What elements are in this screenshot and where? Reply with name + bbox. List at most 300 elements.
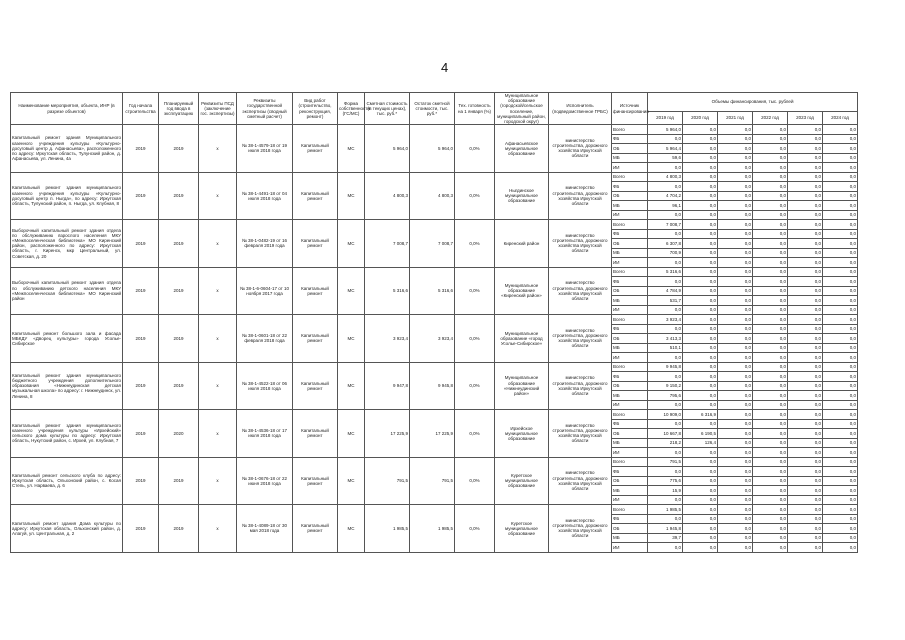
municipality-cell: Ныгдинское муниципальное образование (495, 172, 549, 220)
funding-value: 0,0 (823, 315, 858, 325)
enter-year-cell: 2019 (159, 220, 199, 268)
funding-source-label: МБ (612, 486, 648, 496)
funding-value: 0,0 (788, 191, 823, 201)
funding-value: 0,0 (823, 239, 858, 249)
readiness-cell: 0,0% (455, 410, 495, 458)
funding-value: 0,0 (753, 476, 788, 486)
funding-value: 0,0 (823, 296, 858, 306)
event-cell: Капитальный ремонт большого зала и фасада МБКДУ «Дворец культуры» города Усолье-Сибирское (11, 315, 123, 363)
funding-value: 0,0 (753, 286, 788, 296)
work-type-cell: Капитальный ремонт (293, 172, 338, 220)
funding-value: 0,0 (788, 182, 823, 192)
funding-value: 0,0 (683, 543, 718, 553)
funding-value: 10 909,0 (648, 410, 683, 420)
funding-value: 0,0 (683, 201, 718, 211)
funding-value: 0,0 (683, 286, 718, 296)
funding-value: 0,0 (753, 381, 788, 391)
executor-cell: министерство строительства, дорожного хозяйства Иркутской области (549, 172, 612, 220)
funding-value: 0,0 (648, 182, 683, 192)
funding-value: 0,0 (788, 210, 823, 220)
funding-value: 0,0 (648, 277, 683, 287)
start-year-cell: 2019 (123, 410, 159, 458)
funding-value: 0,0 (823, 267, 858, 277)
readiness-cell: 0,0% (455, 267, 495, 315)
funding-value: 0,0 (648, 353, 683, 363)
funding-source-label: ОБ (612, 524, 648, 534)
ownership-cell: МС (338, 315, 365, 363)
funding-value: 700,9 (648, 248, 683, 258)
funding-value: 0,0 (753, 163, 788, 173)
funding-value: 0,0 (683, 153, 718, 163)
funding-value: 6 307,8 (648, 239, 683, 249)
table-row (11, 315, 858, 325)
funding-source-label: ИИ (612, 210, 648, 220)
funding-value: 0,0 (683, 305, 718, 315)
start-year-cell: 2019 (123, 315, 159, 363)
funding-value: 0,0 (788, 267, 823, 277)
funding-value: 0,0 (823, 220, 858, 230)
municipality-cell: Куретское муниципальное образование (495, 457, 549, 505)
funding-value: 0,0 (683, 362, 718, 372)
funding-value: 0,0 (683, 229, 718, 239)
start-year-cell: 2019 (123, 267, 159, 315)
enter-year-cell: 2019 (159, 125, 199, 173)
funding-value: 0,0 (683, 210, 718, 220)
expertise-cell: № 38-1-4536-18 от 17 июля 2018 года (237, 410, 293, 458)
funding-value: 0,0 (788, 419, 823, 429)
estimated-cost-cell: 17 225,9 (365, 410, 410, 458)
header-year: 2022 год (753, 111, 788, 124)
funding-value: 0,0 (788, 201, 823, 211)
psd-cell: х (199, 410, 237, 458)
header-year: 2019 год (648, 111, 683, 124)
funding-value: 0,0 (753, 448, 788, 458)
funding-value: 0,0 (753, 514, 788, 524)
funding-value: 0,0 (823, 343, 858, 353)
funding-source-label: ОБ (612, 144, 648, 154)
funding-value: 0,0 (823, 324, 858, 334)
funding-value: 0,0 (718, 486, 753, 496)
funding-value: 0,0 (683, 296, 718, 306)
funding-source-label: ИИ (612, 448, 648, 458)
funding-value: 0,0 (683, 144, 718, 154)
funding-value: 0,0 (788, 372, 823, 382)
funding-source-label: МБ (612, 533, 648, 543)
estimated-cost-cell: 5 316,6 (365, 267, 410, 315)
funding-value: 0,0 (753, 267, 788, 277)
funding-value: 3 413,3 (648, 334, 683, 344)
funding-value: 0,0 (753, 438, 788, 448)
funding-value: 0,0 (753, 457, 788, 467)
funding-value: 0,0 (683, 514, 718, 524)
ownership-cell: МС (338, 505, 365, 553)
expertise-cell: № 38-1-4522-18 от 06 июля 2018 года (237, 362, 293, 410)
funding-source-label: ИИ (612, 258, 648, 268)
funding-value: 0,0 (823, 163, 858, 173)
start-year-cell: 2019 (123, 505, 159, 553)
header-year: 2023 год (788, 111, 823, 124)
funding-value: 510,1 (648, 343, 683, 353)
funding-value: 0,0 (718, 533, 753, 543)
funding-source-label: Всего (612, 315, 648, 325)
funding-value: 0,0 (753, 372, 788, 382)
funding-value: 0,0 (718, 172, 753, 182)
funding-source-label: ФБ (612, 514, 648, 524)
funding-source-label: ИИ (612, 495, 648, 505)
ownership-cell: МС (338, 362, 365, 410)
funding-value: 0,0 (683, 134, 718, 144)
work-type-cell: Капитальный ремонт (293, 410, 338, 458)
funding-value: 0,0 (648, 543, 683, 553)
event-cell: Капитальный ремонт здания муниципального казенного учреждения культуры «Культурно-досуговый центр п. Ныгда», по адресу: Иркутская область, Тулунский район, п. Ныгда, ул. Клубная, 8 (11, 172, 123, 220)
funding-value: 5 316,6 (648, 267, 683, 277)
funding-value: 0,0 (683, 239, 718, 249)
funding-value: 0,0 (753, 353, 788, 363)
funding-source-label: ИИ (612, 400, 648, 410)
readiness-cell: 0,0% (455, 125, 495, 173)
funding-value: 39,7 (648, 533, 683, 543)
expertise-cell: № 38-1-4491-18 от 04 июля 2018 года (237, 172, 293, 220)
expertise-cell: № 38-1-0601-18 от 22 февраля 2018 года (237, 315, 293, 363)
page-number: 4 (441, 60, 449, 75)
funding-value: 0,0 (823, 182, 858, 192)
funding-value: 0,0 (788, 144, 823, 154)
funding-value: 0,0 (788, 229, 823, 239)
funding-value: 6 190,5 (683, 429, 718, 439)
work-type-cell: Капитальный ремонт (293, 267, 338, 315)
table-row (11, 362, 858, 372)
funding-value: 0,0 (753, 543, 788, 553)
funding-source-label: ФБ (612, 467, 648, 477)
readiness-cell: 0,0% (455, 362, 495, 410)
funding-value: 0,0 (683, 248, 718, 258)
expertise-cell: № 38-1-0676-18 от 22 июня 2018 года (237, 457, 293, 505)
expertise-cell: № 38-1-4579-18 от 19 июля 2018 года (237, 125, 293, 173)
funding-source-label: Всего (612, 172, 648, 182)
funding-value: 0,0 (648, 467, 683, 477)
funding-value: 0,0 (718, 457, 753, 467)
ownership-cell: МС (338, 457, 365, 505)
expertise-cell: № 38-1-6-0604-17 от 10 ноября 2017 года (237, 267, 293, 315)
funding-source-label: Всего (612, 125, 648, 135)
funding-value: 0,0 (753, 524, 788, 534)
funding-value: 0,0 (718, 182, 753, 192)
funding-value: 0,0 (788, 134, 823, 144)
funding-value: 0,0 (718, 267, 753, 277)
funding-value: 0,0 (753, 495, 788, 505)
funding-value: 0,0 (823, 495, 858, 505)
funding-source-label: Всего (612, 362, 648, 372)
funding-value: 0,0 (718, 134, 753, 144)
psd-cell: х (199, 220, 237, 268)
funding-value: 0,0 (788, 505, 823, 515)
start-year-cell: 2019 (123, 362, 159, 410)
event-cell: Капитальный ремонт здания Дома культуры по адресу: Иркутская область, Ольхонский район, д. Алагуй, ул. Центральная, д. 2 (11, 505, 123, 553)
readiness-cell: 0,0% (455, 172, 495, 220)
funding-value: 0,0 (823, 125, 858, 135)
funding-value: 0,0 (718, 258, 753, 268)
table-body (11, 125, 858, 553)
funding-source-label: ФБ (612, 372, 648, 382)
funding-source-label: МБ (612, 343, 648, 353)
table-row (11, 125, 858, 135)
funding-value: 0,0 (718, 448, 753, 458)
funding-source-label: ИИ (612, 163, 648, 173)
funding-value: 0,0 (683, 353, 718, 363)
readiness-cell: 0,0% (455, 220, 495, 268)
funding-value: 0,0 (683, 258, 718, 268)
funding-value: 3 923,4 (648, 315, 683, 325)
funding-value: 0,0 (753, 153, 788, 163)
funding-source-label: МБ (612, 201, 648, 211)
funding-source-label: ФБ (612, 324, 648, 334)
psd-cell: х (199, 457, 237, 505)
municipality-cell: Куретское муниципальное образование (495, 505, 549, 553)
funding-source-label: ФБ (612, 229, 648, 239)
funding-source-label: МБ (612, 153, 648, 163)
funding-value: 0,0 (823, 210, 858, 220)
funding-value: 0,0 (648, 372, 683, 382)
funding-value: 0,0 (753, 125, 788, 135)
enter-year-cell: 2019 (159, 505, 199, 553)
funding-value: 0,0 (683, 277, 718, 287)
funding-value: 0,0 (823, 391, 858, 401)
funding-value: 0,0 (718, 191, 753, 201)
funding-value: 0,0 (718, 201, 753, 211)
funding-value: 0,0 (753, 210, 788, 220)
start-year-cell: 2019 (123, 220, 159, 268)
funding-value: 0,0 (823, 334, 858, 344)
funding-value: 5 964,4 (648, 144, 683, 154)
funding-source-label: МБ (612, 296, 648, 306)
funding-value: 0,0 (788, 324, 823, 334)
executor-cell: министерство строительства, дорожного хозяйства Иркутской области (549, 362, 612, 410)
enter-year-cell: 2019 (159, 362, 199, 410)
enter-year-cell: 2019 (159, 315, 199, 363)
funding-value: 0,0 (718, 362, 753, 372)
funding-value: 0,0 (823, 353, 858, 363)
executor-cell: министерство строительства, дорожного хозяйства Иркутской области (549, 267, 612, 315)
remaining-cost-cell: 17 225,9 (410, 410, 455, 458)
funding-value: 0,0 (823, 533, 858, 543)
funding-value: 0,0 (718, 334, 753, 344)
executor-cell: министерство строительства, дорожного хозяйства Иркутской области (549, 410, 612, 458)
funding-value: 0,0 (718, 400, 753, 410)
funding-source-label: ОБ (612, 476, 648, 486)
funding-value: 4 704,2 (648, 191, 683, 201)
start-year-cell: 2019 (123, 125, 159, 173)
funding-source-label: ОБ (612, 334, 648, 344)
header-enter-year: Планируемый год ввода в эксплуатацию (159, 93, 199, 125)
work-type-cell: Капитальный ремонт (293, 362, 338, 410)
funding-value: 0,0 (683, 476, 718, 486)
funding-value: 0,0 (718, 524, 753, 534)
header-psd: Реквизиты ПСД (заключение гос. экспертизы) (199, 93, 237, 125)
funding-value: 0,0 (788, 514, 823, 524)
municipality-cell: Киренский район (495, 220, 549, 268)
work-type-cell: Капитальный ремонт (293, 220, 338, 268)
funding-value: 0,0 (753, 400, 788, 410)
funding-value: 0,0 (823, 410, 858, 420)
header-remaining-cost: Остаток сметной стоимости, тыс. руб.* (410, 93, 455, 125)
funding-value: 0,0 (683, 495, 718, 505)
funding-value: 0,0 (683, 505, 718, 515)
start-year-cell: 2019 (123, 172, 159, 220)
funding-source-label: МБ (612, 248, 648, 258)
funding-value: 0,0 (823, 381, 858, 391)
funding-value: 0,0 (788, 486, 823, 496)
funding-value: 0,0 (648, 324, 683, 334)
municipality-cell: Ирхейское муниципальное образование (495, 410, 549, 458)
remaining-cost-cell: 791,5 (410, 457, 455, 505)
funding-value: 0,0 (823, 153, 858, 163)
funding-value: 7 008,7 (648, 220, 683, 230)
event-cell: Выборочный капитальный ремонт здания отдела по обслуживанию детского населения МКУ «Межпоселенческая библиотека» МО Киренский район (11, 267, 123, 315)
funding-value: 0,0 (718, 419, 753, 429)
funding-value: 0,0 (753, 191, 788, 201)
funding-value: 0,0 (718, 410, 753, 420)
funding-source-label: МБ (612, 438, 648, 448)
funding-value: 0,0 (823, 362, 858, 372)
header-work-type: Вид работ (строительство, реконструкция, ремонт) (293, 93, 338, 125)
funding-value: 0,0 (823, 286, 858, 296)
funding-value: 0,0 (753, 334, 788, 344)
funding-value: 0,0 (718, 391, 753, 401)
funding-value: 0,0 (718, 163, 753, 173)
funding-source-label: ОБ (612, 191, 648, 201)
funding-value: 0,0 (683, 524, 718, 534)
funding-source-label: ОБ (612, 239, 648, 249)
funding-value: 795,6 (648, 391, 683, 401)
event-cell: Капитальный ремонт здания Муниципального казенного учреждения культуры «Культурно-досуговый центр д. Афанасьева», расположенного по адресу: Иркутская область, Тулунский район, д. Афанасьева, ул. Ленина, 4а (11, 125, 123, 173)
funding-value: 0,0 (753, 467, 788, 477)
funding-value: 0,0 (788, 543, 823, 553)
funding-value: 0,0 (648, 495, 683, 505)
funding-value: 0,0 (718, 305, 753, 315)
funding-value: 0,0 (788, 163, 823, 173)
funding-source-label: ФБ (612, 134, 648, 144)
funding-value: 0,0 (718, 505, 753, 515)
funding-value: 0,0 (753, 201, 788, 211)
ownership-cell: МС (338, 172, 365, 220)
header-expertise: Реквизиты государственной экспертизы (сводный сметный расчет) (237, 93, 293, 125)
table-row (11, 172, 858, 182)
funding-value: 0,0 (718, 467, 753, 477)
header-start-year: Год начала строительства (123, 93, 159, 125)
funding-value: 0,0 (823, 448, 858, 458)
funding-source-label: ИИ (612, 305, 648, 315)
funding-value: 4 784,9 (648, 286, 683, 296)
funding-value: 0,0 (753, 324, 788, 334)
funding-source-label: Всего (612, 505, 648, 515)
funding-value: 0,0 (718, 239, 753, 249)
funding-value: 0,0 (823, 144, 858, 154)
funding-value: 0,0 (648, 400, 683, 410)
event-cell: Выборочный капитальный ремонт здания отдела по обслуживанию взрослого населения МКУ «Межпоселенческая библиотека» МО Киренский район, расположенного по адресу: Иркутская область, г. Киренск, мкр Центральный, ул. Советская, д. 20 (11, 220, 123, 268)
funding-value: 0,0 (823, 457, 858, 467)
header-year: 2021 год (718, 111, 753, 124)
remaining-cost-cell: 5 964,0 (410, 125, 455, 173)
funding-value: 0,0 (718, 514, 753, 524)
funding-value: 0,0 (683, 391, 718, 401)
funding-value: 0,0 (823, 201, 858, 211)
municipality-cell: Муниципальное образование «Киренский район» (495, 267, 549, 315)
funding-value: 0,0 (823, 438, 858, 448)
funding-source-label: ОБ (612, 429, 648, 439)
funding-value: 0,0 (718, 229, 753, 239)
funding-value: 0,0 (823, 419, 858, 429)
ownership-cell: МС (338, 220, 365, 268)
funding-source-label: ФБ (612, 182, 648, 192)
funding-value: 0,0 (823, 514, 858, 524)
funding-source-label: Всего (612, 267, 648, 277)
event-cell: Капитальный ремонт здания муниципального бюджетного учреждения дополнительного образования «Нижнеудинская детская музыкальная школа» по адресу: г. Нижнеудинск, ул. Ленина, 8 (11, 362, 123, 410)
funding-value: 0,0 (823, 305, 858, 315)
funding-value: 0,0 (683, 163, 718, 173)
funding-value: 0,0 (683, 381, 718, 391)
funding-value: 0,0 (788, 305, 823, 315)
funding-value: 0,0 (718, 153, 753, 163)
funding-value: 0,0 (788, 239, 823, 249)
funding-value: 0,0 (753, 277, 788, 287)
funding-value: 791,5 (648, 457, 683, 467)
funding-value: 126,4 (683, 438, 718, 448)
funding-source-label: МБ (612, 391, 648, 401)
psd-cell: х (199, 362, 237, 410)
funding-value: 0,0 (718, 353, 753, 363)
readiness-cell: 0,0% (455, 505, 495, 553)
funding-source-label: Всего (612, 457, 648, 467)
funding-value: 0,0 (718, 495, 753, 505)
estimated-cost-cell: 5 964,0 (365, 125, 410, 173)
funding-value: 0,0 (718, 476, 753, 486)
funding-value: 0,0 (753, 229, 788, 239)
executor-cell: министерство строительства, дорожного хозяйства Иркутской области (549, 505, 612, 553)
funding-value: 0,0 (718, 210, 753, 220)
funding-value: 0,0 (753, 315, 788, 325)
estimated-cost-cell: 9 947,8 (365, 362, 410, 410)
funding-value: 0,0 (718, 438, 753, 448)
funding-value: 0,0 (788, 476, 823, 486)
funding-value: 0,0 (788, 533, 823, 543)
header-readiness: Тех. готовность на 1 января (%) (455, 93, 495, 125)
work-type-cell: Капитальный ремонт (293, 505, 338, 553)
funding-value: 4 800,3 (648, 172, 683, 182)
funding-value: 96,1 (648, 201, 683, 211)
funding-value: 0,0 (823, 524, 858, 534)
funding-value: 0,0 (718, 296, 753, 306)
funding-value: 0,0 (753, 182, 788, 192)
funding-value: 0,0 (753, 419, 788, 429)
funding-value: 0,0 (823, 134, 858, 144)
expertise-cell: № 38-1-4089-18 от 30 мая 2018 года (237, 505, 293, 553)
estimated-cost-cell: 4 800,3 (365, 172, 410, 220)
funding-value: 0,0 (753, 296, 788, 306)
funding-value: 59,6 (648, 153, 683, 163)
funding-value: 0,0 (823, 429, 858, 439)
table-row (11, 505, 858, 515)
municipality-cell: Муниципальное образование «город Усолье-Сибирское» (495, 315, 549, 363)
funding-value: 0,0 (823, 172, 858, 182)
table-row (11, 267, 858, 277)
funding-value: 0,0 (683, 172, 718, 182)
funding-value: 0,0 (683, 315, 718, 325)
funding-value: 0,0 (753, 134, 788, 144)
funding-value: 0,0 (788, 277, 823, 287)
funding-value: 0,0 (683, 343, 718, 353)
funding-value: 218,2 (648, 438, 683, 448)
funding-value: 1 985,5 (648, 505, 683, 515)
